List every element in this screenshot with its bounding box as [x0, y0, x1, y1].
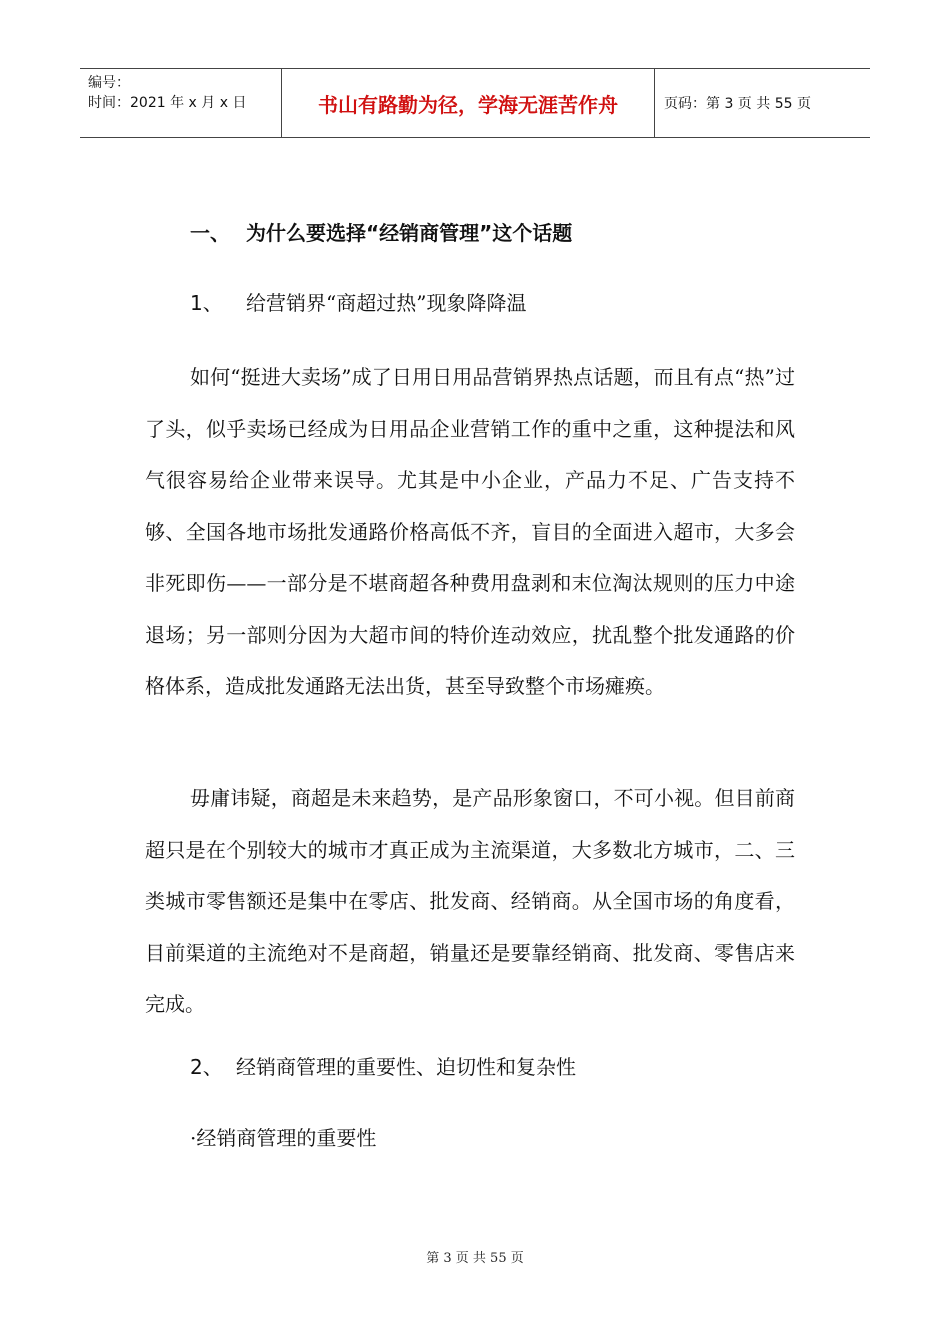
- header-motto: 书山有路勤为径，学海无涯苦作舟: [318, 92, 618, 117]
- serial-label: 编号：: [88, 75, 130, 91]
- body-paragraph-2: 毋庸讳疑，商超是未来趋势，是产品形象窗口，不可小视。但目前商超只是在个别较大的城市才真正成为主流渠道，大多数北方城市，二、三类城市零售额还是集中在零店、批发商、经销商。从全国市场的角度看，目前渠道的主流绝对不是商超，销量还是要靠经销商、批发商、零售店来完成。: [145, 786, 795, 1016]
- page-footer: 第 3 页 共 55 页: [426, 1251, 524, 1266]
- bullet-item: ·经销商管理的重要性: [190, 1126, 377, 1150]
- header-meta: [88, 73, 280, 113]
- subsection-number: 2、: [190, 1055, 223, 1079]
- section-number: 一、: [190, 221, 230, 245]
- subsection-title: 给营销界“商超过热”现象降降温: [246, 291, 527, 315]
- time-label: 时间：2021 年 x 月 x 日: [88, 95, 247, 111]
- subsection-heading-1: [190, 286, 526, 320]
- section-heading: [190, 217, 572, 246]
- page-header-table: [80, 68, 870, 138]
- header-page-info: 页码：第 3 页 共 55 页: [664, 96, 811, 112]
- body-paragraph-1: 如何“挺进大卖场”成了日用日用品营销界热点话题，而且有点“热”过了头，似乎卖场已经成为日用品企业营销工作的重中之重，这种提法和风气很容易给企业带来误导。尤其是中小企业，产品力不足、广告支持不够、全国各地市场批发通路价格高低不齐，盲目的全面进入超市，大多会非死即伤——一部分是不堪商超各种费用盘剥和末位淘汰规则的压力中途退场；另一部则分因为大超市间的特价连动效应，扰乱整个批发通路的价格体系，造成批发通路无法出货，甚至导致整个市场瘫痪。: [145, 365, 795, 698]
- subsection-title: 经销商管理的重要性、迫切性和复杂性: [236, 1055, 576, 1079]
- section-title: 为什么要选择“经销商管理”这个话题: [246, 221, 573, 245]
- header-divider: [654, 69, 655, 137]
- subsection-heading-2: [190, 1050, 576, 1084]
- subsection-number: 1、: [190, 291, 223, 315]
